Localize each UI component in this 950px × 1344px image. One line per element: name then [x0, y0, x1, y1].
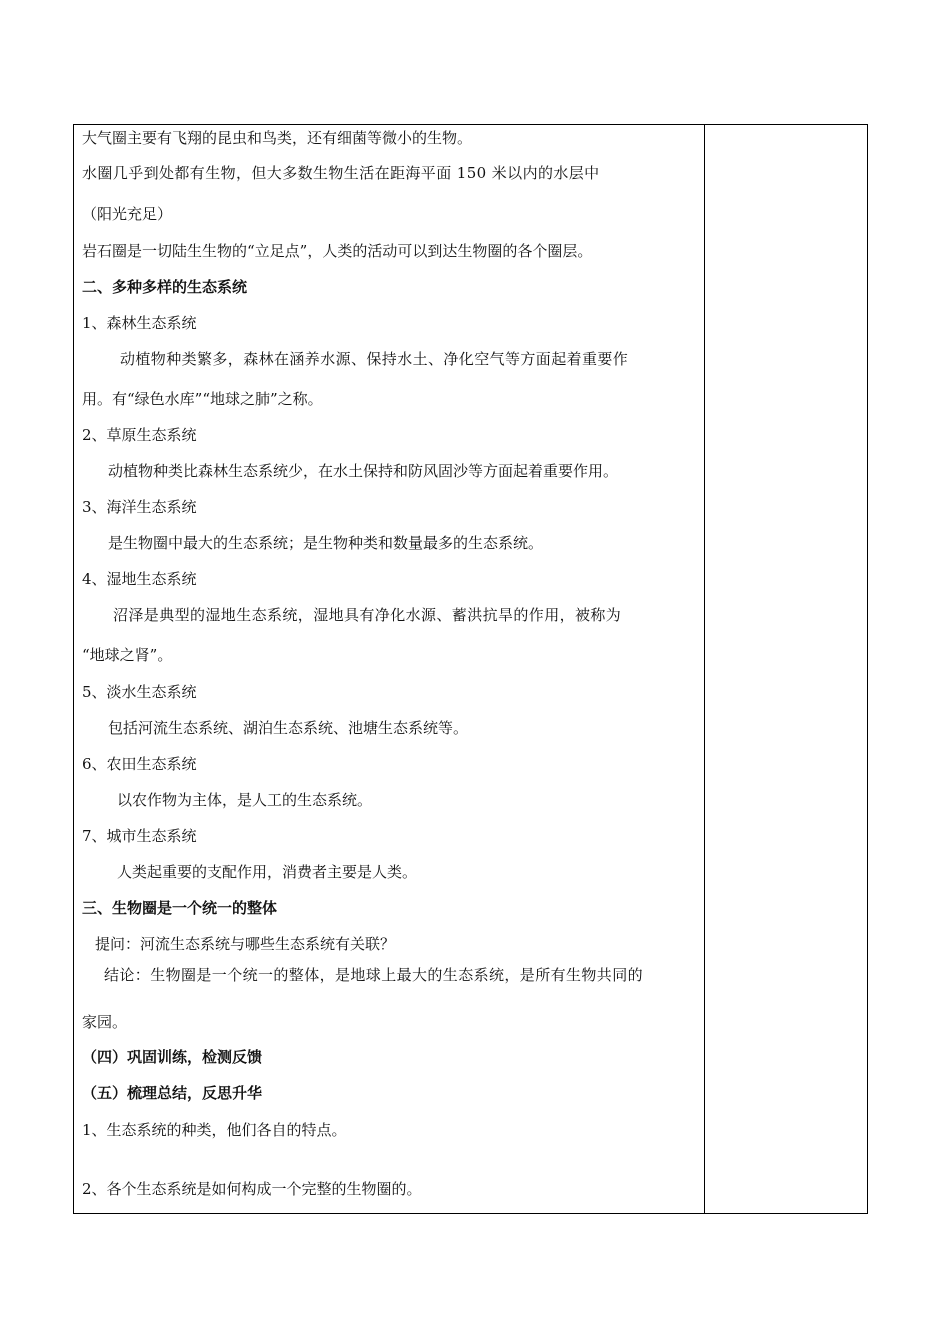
- text-line-atmosphere: 大气圈主要有飞翔的昆虫和鸟类，还有细菌等微小的生物。: [82, 129, 473, 147]
- text-line-forest-2: 用。有“绿色水库”“地球之肺”之称。: [82, 390, 323, 408]
- text-line-conclusion-1: 结论：生物圈是一个统一的整体，是地球上最大的生态系统，是所有生物共同的: [104, 966, 644, 984]
- subheading-wetland: 4、湿地生态系统: [82, 570, 197, 588]
- summary-item-1: 1、生态系统的种类，他们各自的特点。: [82, 1121, 347, 1139]
- subheading-city: 7、城市生态系统: [82, 827, 197, 845]
- text-line-city: 人类起重要的支配作用，消费者主要是人类。: [117, 863, 418, 881]
- text-line-forest-1: 动植物种类繁多，森林在涵养水源、保持水土、净化空气等方面起着重要作: [120, 350, 629, 368]
- subheading-forest: 1、森林生态系统: [82, 314, 197, 332]
- text-line-grassland: 动植物种类比森林生态系统少，在水土保持和防风固沙等方面起着重要作用。: [108, 462, 619, 480]
- text-line-farmland: 以农作物为主体，是人工的生态系统。: [117, 791, 373, 809]
- subheading-freshwater: 5、淡水生态系统: [82, 683, 197, 701]
- table-column-divider: [704, 124, 705, 1214]
- text-line-freshwater: 包括河流生态系统、湖泊生态系统、池塘生态系统等。: [108, 719, 469, 737]
- section-heading-biosphere: 三、生物圈是一个统一的整体: [82, 899, 278, 917]
- section-heading-ecosystems: 二、多种多样的生态系统: [82, 278, 248, 296]
- summary-item-2: 2、各个生态系统是如何构成一个完整的生物圈的。: [82, 1180, 422, 1198]
- text-line-wetland-1: 沼泽是典型的湿地生态系统，湿地具有净化水源、蓄洪抗旱的作用，被称为: [113, 606, 622, 624]
- text-line-conclusion-2: 家园。: [82, 1013, 128, 1031]
- section-heading-summary: （五）梳理总结，反思升华: [82, 1084, 263, 1102]
- text-line-question: 提问：河流生态系统与哪些生态系统有关联？: [95, 935, 396, 953]
- text-line-hydrosphere: 水圈几乎到处都有生物，但大多数生物生活在距海平面 150 米以内的水层中: [82, 164, 600, 182]
- subheading-grassland: 2、草原生态系统: [82, 426, 197, 444]
- text-line-ocean: 是生物圈中最大的生态系统；是生物种类和数量最多的生态系统。: [108, 534, 544, 552]
- text-line-sunlight-note: （阳光充足）: [82, 205, 173, 223]
- text-line-wetland-2: “地球之肾”。: [82, 646, 173, 664]
- subheading-farmland: 6、农田生态系统: [82, 755, 197, 773]
- subheading-ocean: 3、海洋生态系统: [82, 498, 197, 516]
- section-heading-practice: （四）巩固训练，检测反馈: [82, 1048, 263, 1066]
- text-line-lithosphere: 岩石圈是一切陆生生物的“立足点”，人类的活动可以到达生物圈的各个圈层。: [82, 242, 593, 260]
